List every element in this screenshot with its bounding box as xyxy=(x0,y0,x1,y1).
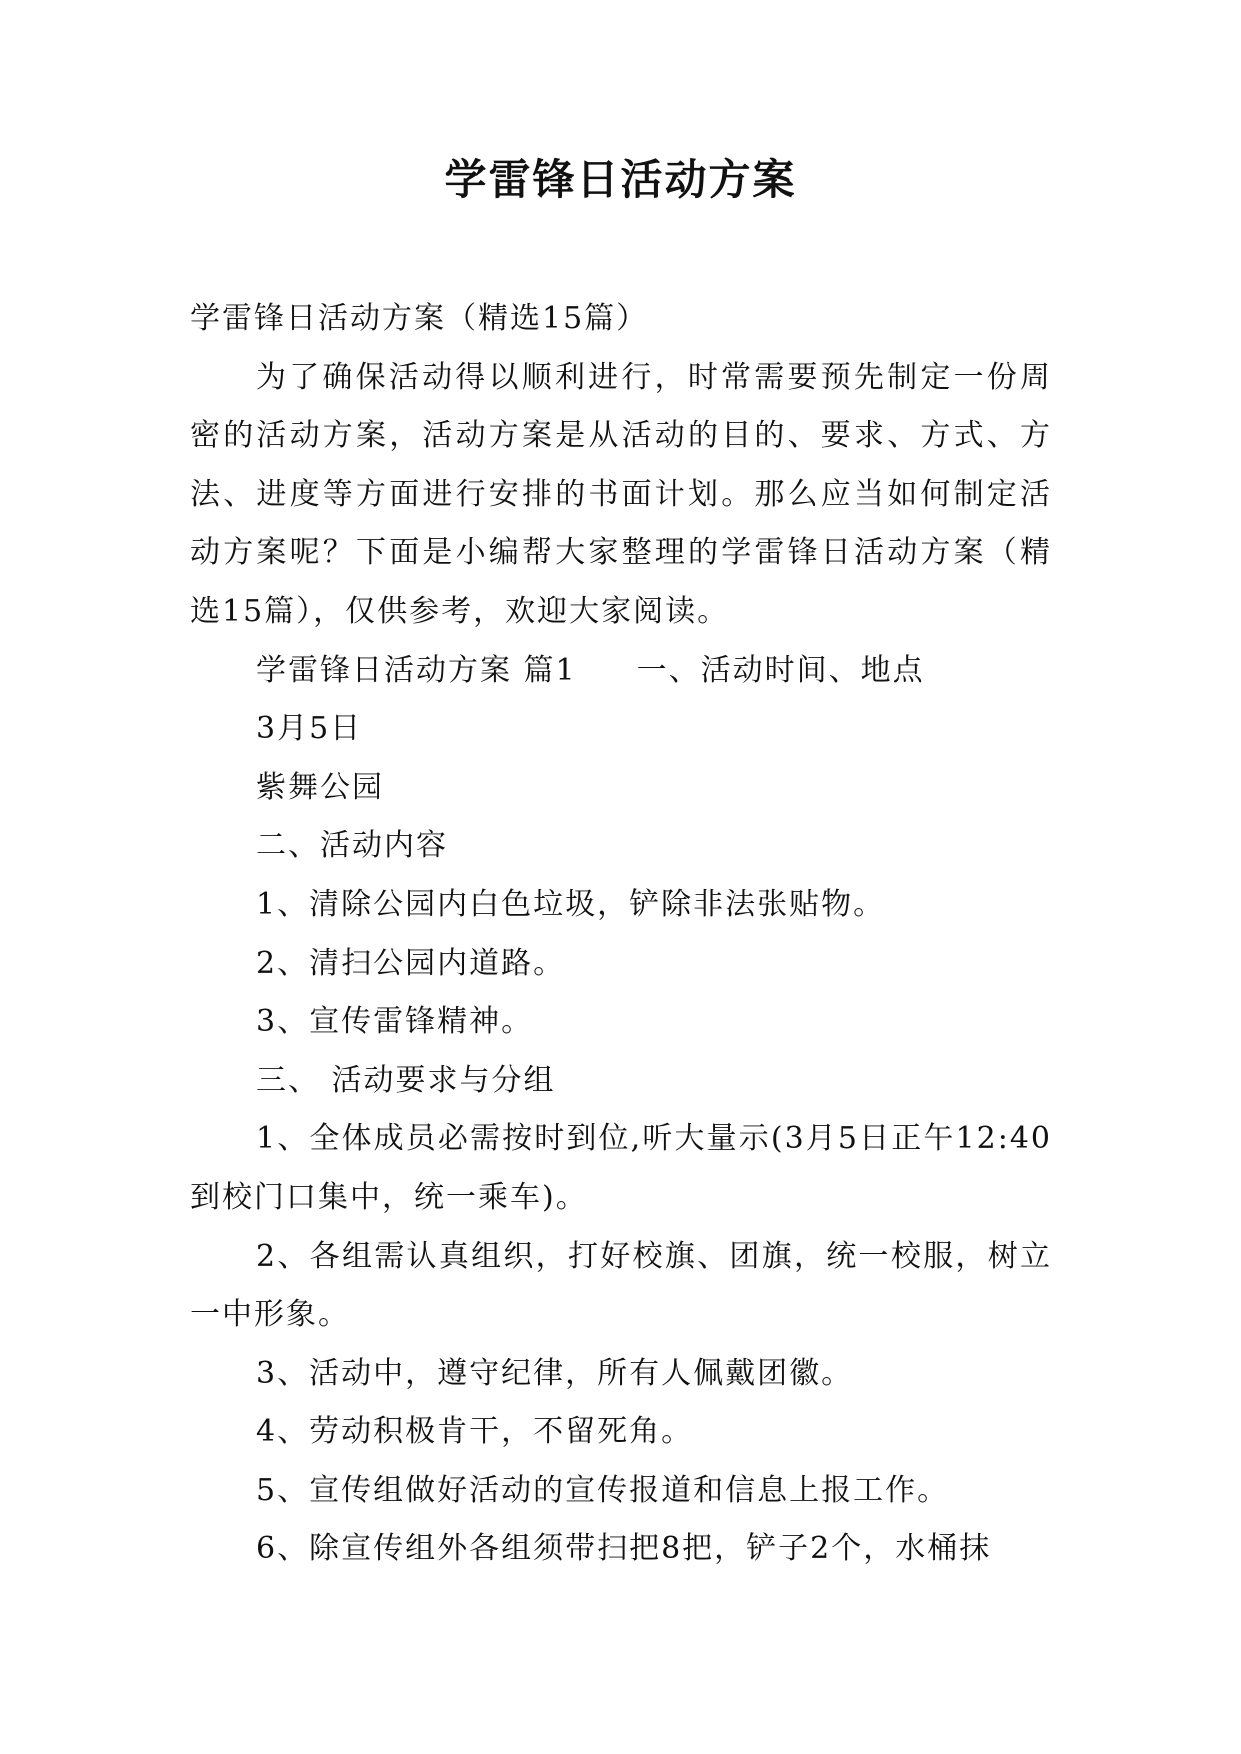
content-item: 2、清扫公园内道路。 xyxy=(256,945,566,981)
requirement-item: 1、全体成员必需按时到位,听大量示(3月5日正午12:40到校门口集中，统一乘车)。 xyxy=(190,1121,1052,1215)
content-item: 1、清除公园内白色垃圾，铲除非法张贴物。 xyxy=(256,886,886,922)
document-title: 学雷锋日活动方案 xyxy=(444,155,797,204)
requirement-item: 3、活动中，遵守纪律，所有人佩戴团徽。 xyxy=(256,1355,854,1391)
requirement-item: 5、宣传组做好活动的宣传报道和信息上报工作。 xyxy=(256,1472,950,1508)
requirement-item: 2、各组需认真组织，打好校旗、团旗，统一校服，树立一中形象。 xyxy=(190,1238,1052,1333)
section-heading: 学雷锋日活动方案 篇1 xyxy=(256,652,577,688)
activity-place: 紫舞公园 xyxy=(256,769,384,805)
activity-date: 3月5日 xyxy=(256,711,363,747)
document-subtitle: 学雷锋日活动方案（精选15篇） xyxy=(190,301,649,336)
intro-paragraph: 为了确保活动得以顺利进行，时常需要预先制定一份周密的活动方案，活动方案是从活动的目的、要求、方式、方法、进度等方面进行安排的书面计划。那么应当如何制定活动方案呢？下面是小编帮大家整理的学雷锋日活动方案（精选15篇），仅供参考，欢迎大家阅读。 xyxy=(190,359,1052,629)
content-item: 3、宣传雷锋精神。 xyxy=(256,1004,534,1040)
requirement-item: 4、劳动积极肯干，不留死角。 xyxy=(256,1414,694,1450)
document-body xyxy=(190,290,1052,1579)
part2-title: 二、活动内容 xyxy=(256,828,448,864)
section-heading-row xyxy=(190,642,1052,701)
part1-title: 一、活动时间、地点 xyxy=(636,652,925,688)
part3-title: 三、 活动要求与分组 xyxy=(256,1062,556,1098)
requirement-item: 6、除宣传组外各组须带扫把8把，铲子2个，水桶抹 xyxy=(256,1531,992,1567)
